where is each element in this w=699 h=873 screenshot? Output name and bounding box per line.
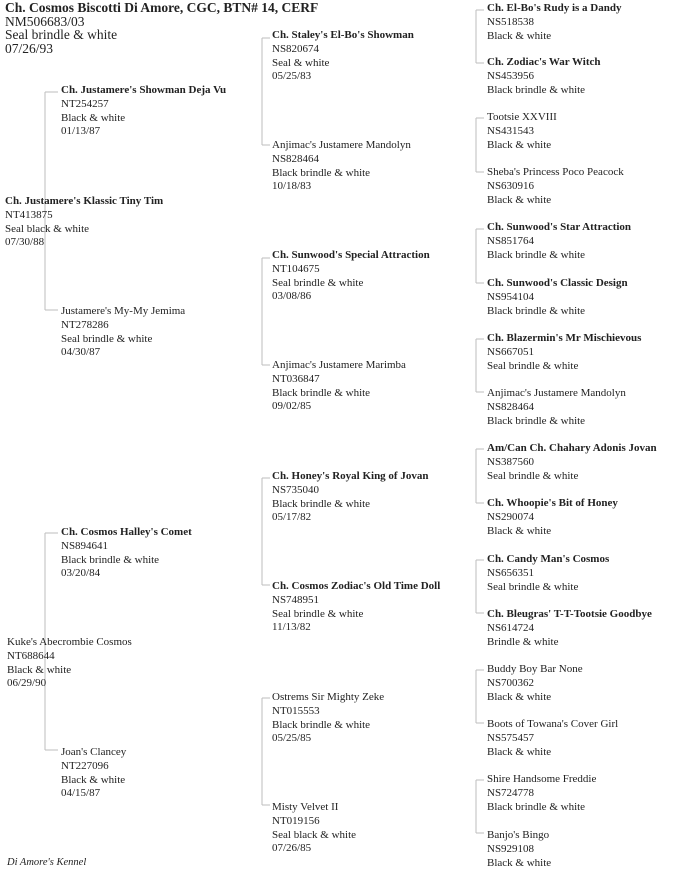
gen4-name: Banjo's Bingo — [487, 829, 550, 841]
gen4-reg: NS387560 — [487, 455, 535, 468]
gen4-reg: NS614724 — [487, 621, 535, 634]
gen4-entry — [487, 773, 596, 814]
gen3-name: Ch. Cosmos Zodiac's Old Time Doll — [272, 580, 441, 592]
gen4-color: Black & white — [487, 193, 552, 206]
gen3-reg: NT104675 — [272, 262, 320, 275]
gen3-color: Black brindle & white — [272, 497, 371, 510]
gen3-name: Misty Velvet II — [272, 801, 339, 813]
gen4-reg: NS656351 — [487, 566, 535, 579]
gen4-name: Am/Can Ch. Chahary Adonis Jovan — [487, 442, 657, 454]
gen3-entry — [272, 470, 428, 525]
gen2-entry — [61, 84, 226, 139]
gen3-entry — [272, 801, 356, 856]
gen2-name: Ch. Cosmos Halley's Comet — [61, 526, 192, 538]
gen3-reg: NS735040 — [272, 483, 320, 496]
gen4-name: Anjimac's Justamere Mandolyn — [487, 387, 626, 399]
gen3-entry — [272, 691, 384, 746]
gen4-reg: NS431543 — [487, 124, 535, 137]
gen4-color: Black & white — [487, 745, 552, 758]
gen3-dob: 03/08/86 — [272, 290, 312, 303]
gen4-color: Black & white — [487, 524, 552, 537]
gen4-color: Seal brindle & white — [487, 469, 579, 482]
gen3-color: Seal brindle & white — [272, 607, 364, 620]
gen4-reg: NS290074 — [487, 510, 535, 523]
gen4-color: Black & white — [487, 29, 552, 42]
gen4-entry — [487, 387, 626, 428]
gen4-color: Black brindle & white — [487, 248, 586, 261]
gen4-name: Buddy Boy Bar None — [487, 663, 583, 675]
gen2-color: Black brindle & white — [61, 553, 160, 566]
gen4-entry — [487, 718, 618, 759]
gen4-name: Boots of Towana's Cover Girl — [487, 718, 619, 730]
gen4-name: Sheba's Princess Poco Peacock — [487, 166, 624, 178]
sire-entry — [5, 195, 163, 250]
gen4-entry — [487, 829, 551, 870]
gen4-reg: NS630916 — [487, 179, 535, 192]
gen4-name: Tootsie XXVIII — [487, 111, 557, 123]
gen2-dob: 03/20/84 — [61, 567, 101, 580]
gen3-name: Ch. Staley's El-Bo's Showman — [272, 29, 414, 41]
gen2-reg: NT227096 — [61, 759, 109, 772]
subject-color: Seal brindle & white — [5, 27, 118, 42]
gen4-entry — [487, 608, 652, 649]
gen4-entry — [487, 277, 628, 318]
sire-dob: 07/30/88 — [5, 236, 45, 249]
gen3-entry — [272, 580, 440, 635]
dam-dob: 06/29/90 — [7, 677, 47, 690]
gen2-name: Joan's Clancey — [61, 746, 127, 758]
gen4-color: Seal brindle & white — [487, 359, 579, 372]
gen4-name: Ch. Whoopie's Bit of Honey — [487, 497, 618, 509]
gen4-color: Brindle & white — [487, 635, 559, 648]
sire-name: Ch. Justamere's Klassic Tiny Tim — [5, 195, 164, 207]
gen2-reg: NS894641 — [61, 539, 109, 552]
gen3-name: Anjimac's Justamere Mandolyn — [272, 139, 411, 151]
gen4-reg: NS851764 — [487, 234, 535, 247]
gen4-color: Black brindle & white — [487, 304, 586, 317]
gen4-color: Black & white — [487, 690, 552, 703]
gen2-dob: 04/15/87 — [61, 787, 101, 800]
gen4-color: Seal brindle & white — [487, 580, 579, 593]
subject-dob: 07/26/93 — [5, 40, 54, 56]
dam-name: Kuke's Abecrombie Cosmos — [7, 636, 132, 648]
gen2-name: Justamere's My-My Jemima — [61, 305, 186, 317]
gen4-entry — [487, 332, 641, 373]
subject-name: Ch. Cosmos Biscotti Di Amore, CGC, BTN# 14, CERF — [5, 0, 319, 15]
subject-reg: NM506683/03 — [5, 13, 85, 29]
gen4-reg: NS667051 — [487, 345, 535, 358]
gen3-reg: NS748951 — [272, 593, 320, 606]
gen4-reg: NS453956 — [487, 69, 535, 82]
dam-color: Black & white — [7, 663, 72, 676]
gen2-reg: NT278286 — [61, 318, 109, 331]
gen4-entry — [487, 442, 657, 483]
gen3-dob: 05/17/82 — [272, 511, 312, 524]
gen3-entry — [272, 29, 414, 84]
gen3-reg: NT015553 — [272, 704, 320, 717]
gen4-entry — [487, 2, 622, 43]
gen4-name: Ch. El-Bo's Rudy is a Dandy — [487, 2, 622, 14]
gen2-entry — [61, 305, 185, 360]
gen3-name: Ostrems Sir Mighty Zeke — [272, 691, 385, 703]
gen3-name: Ch. Sunwood's Special Attraction — [272, 249, 430, 261]
gen4-name: Ch. Zodiac's War Witch — [487, 56, 601, 68]
gen2-color: Seal brindle & white — [61, 332, 153, 345]
gen4-reg: NS954104 — [487, 290, 535, 303]
gen3-entry — [272, 359, 406, 414]
gen2-color: Black & white — [61, 111, 126, 124]
gen3-color: Seal black & white — [272, 828, 357, 841]
gen2-dob: 01/13/87 — [61, 125, 101, 138]
gen4-name: Ch. Sunwood's Star Attraction — [487, 221, 632, 233]
gen4-reg: NS575457 — [487, 731, 535, 744]
gen4-name: Shire Handsome Freddie — [487, 773, 597, 785]
gen2-entry — [61, 526, 192, 581]
gen4-reg: NS929108 — [487, 842, 535, 855]
gen3-dob: 05/25/85 — [272, 732, 312, 745]
gen4-entry — [487, 663, 583, 704]
gen4-entry — [487, 56, 601, 97]
gen2-dob: 04/30/87 — [61, 346, 101, 359]
gen4-entry — [487, 553, 609, 594]
gen4-entry — [487, 166, 624, 207]
kennel-footer: Di Amore's Kennel — [7, 857, 87, 868]
gen2-name: Ch. Justamere's Showman Deja Vu — [61, 84, 227, 96]
gen3-dob: 11/13/82 — [272, 621, 311, 634]
sire-reg: NT413875 — [5, 208, 53, 221]
gen4-color: Black & white — [487, 856, 552, 869]
gen4-name: Ch. Blazermin's Mr Mischievous — [487, 332, 642, 344]
gen3-name: Ch. Honey's Royal King of Jovan — [272, 470, 429, 482]
gen4-color: Black & white — [487, 138, 552, 151]
gen3-entry — [272, 139, 411, 194]
gen3-color: Seal & white — [272, 56, 330, 69]
gen4-name: Ch. Sunwood's Classic Design — [487, 277, 628, 289]
gen3-name: Anjimac's Justamere Marimba — [272, 359, 406, 371]
gen3-dob: 07/26/85 — [272, 842, 312, 855]
gen3-reg: NS820674 — [272, 42, 320, 55]
gen4-name: Ch. Bleugras' T-T-Tootsie Goodbye — [487, 608, 652, 620]
gen4-color: Black brindle & white — [487, 83, 586, 96]
gen4-reg: NS828464 — [487, 400, 535, 413]
gen4-reg: NS518538 — [487, 15, 535, 28]
gen3-color: Black brindle & white — [272, 718, 371, 731]
sire-color: Seal black & white — [5, 222, 90, 235]
gen3-color: Black brindle & white — [272, 386, 371, 399]
gen4-entry — [487, 497, 618, 538]
gen2-color: Black & white — [61, 773, 126, 786]
gen3-color: Seal brindle & white — [272, 276, 364, 289]
gen3-dob: 05/25/83 — [272, 70, 312, 83]
gen4-name: Ch. Candy Man's Cosmos — [487, 553, 610, 565]
gen3-color: Black brindle & white — [272, 166, 371, 179]
gen2-reg: NT254257 — [61, 97, 109, 110]
gen4-entry — [487, 221, 631, 262]
gen4-reg: NS724778 — [487, 786, 535, 799]
gen4-reg: NS700362 — [487, 676, 535, 689]
gen2-entry — [61, 746, 126, 801]
gen3-reg: NT036847 — [272, 372, 320, 385]
gen3-reg: NS828464 — [272, 152, 320, 165]
gen3-dob: 09/02/85 — [272, 400, 312, 413]
gen3-dob: 10/18/83 — [272, 180, 312, 193]
gen4-color: Black brindle & white — [487, 800, 586, 813]
dam-entry — [7, 636, 132, 691]
gen3-entry — [272, 249, 430, 304]
gen4-color: Black brindle & white — [487, 414, 586, 427]
dam-reg: NT688644 — [7, 649, 55, 662]
gen3-reg: NT019156 — [272, 814, 320, 827]
gen4-entry — [487, 111, 557, 152]
